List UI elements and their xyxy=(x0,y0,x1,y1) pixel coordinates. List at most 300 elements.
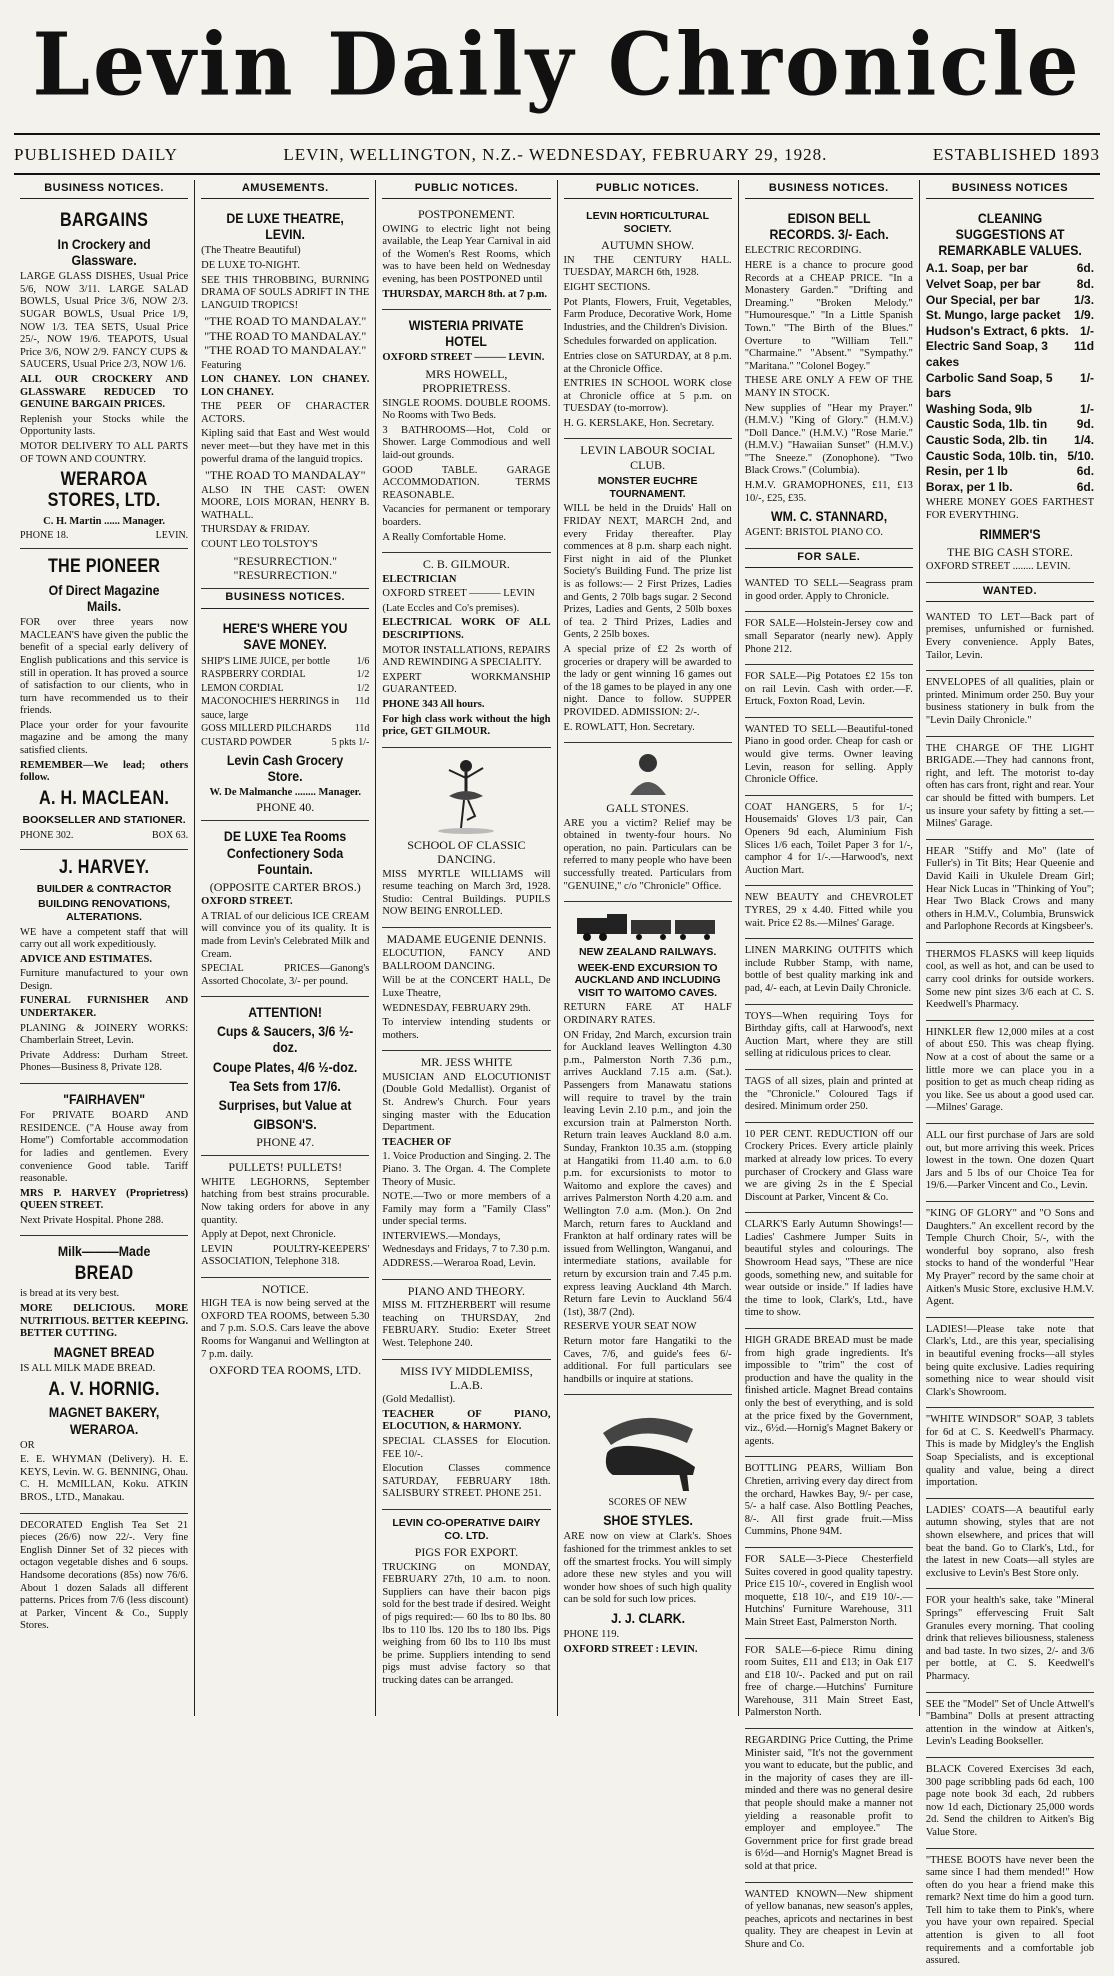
ad-text: AGENT: BRISTOL PIANO CO. xyxy=(744,527,884,539)
column-header: PUBLIC NOTICES. xyxy=(564,180,732,199)
classified-ad xyxy=(926,1318,1094,1409)
ad-text: Elocution Classes commence SATURDAY, FEBRUARY 18th. SALISBURY STREET. PHONE 251. xyxy=(382,1463,551,1500)
ad-headline: Milk———Made xyxy=(57,1243,151,1260)
classified-ad xyxy=(745,939,913,1004)
column-2 xyxy=(195,180,376,1716)
ad-headline: HERE'S WHERE YOU SAVE MONEY. xyxy=(222,619,348,652)
advertiser-name: A. V. HORNIG. xyxy=(48,1378,160,1400)
section-header: FOR SALE. xyxy=(745,549,913,568)
item-name: Electric Sand Soap, 3 cakes xyxy=(925,339,1048,370)
ad-text: HINKLER flew 12,000 miles at a cost of about £50. This was cheap flying. Now at a cost of about the same or a little more we can place you in a position to get as much cheap riding as you like. See us about a good used car.—Milnes' Garage. xyxy=(925,1026,1095,1114)
ad-text: OXFORD STREET ——— LEVIN xyxy=(382,588,535,600)
price-row xyxy=(926,339,1094,370)
item-name: Caustic Soda, 10lb. tin, xyxy=(925,448,1058,463)
price-row xyxy=(201,736,369,750)
advertiser-name: GIBSON'S. xyxy=(253,1115,317,1132)
ad-text: OR xyxy=(20,1439,35,1451)
column-1 xyxy=(14,180,195,1716)
ad-text: TRUCKING on MONDAY, FEBRUARY 27th, 10 a.m. to noon. Suppliers can have their bacon pigs sold for the best trade if desired. Weight of pigs required:— 60 lbs to 80 lbs. 80 lbs to 110 lbs. 120 lbs to 180 lbs. Pigs weighing from 60 lbs to 110 lbs must be prime. Suppliers intending to send pigs must advise factory so that trucking dates can be arranged. xyxy=(382,1561,551,1686)
gall-stones-ad xyxy=(564,743,732,902)
classified-ad xyxy=(745,1883,913,1960)
middlemiss-ad xyxy=(382,1360,550,1511)
ad-text: PHONE 119. xyxy=(563,1629,620,1641)
ad-headline: MAGNET BREAD xyxy=(53,1343,155,1360)
classified-ad xyxy=(745,1729,913,1883)
ad-headline: THE PIONEER xyxy=(47,556,161,578)
ad-subheadline: In Crockery and Glassware. xyxy=(57,236,151,269)
manager-line: C. H. Martin ...... Manager. xyxy=(43,515,165,527)
advertiser-name: A. H. MACLEAN. xyxy=(39,787,170,809)
ad-headline: PULLETS! PULLETS! xyxy=(228,1160,343,1175)
ad-text: THERMOS FLASKS will keep liquids cool, as well as hot, and can be used to carry cool drinks for outside workers. Some new pint sizes 3/6 each at C. S. Keedwell's Pharmacy. xyxy=(925,948,1095,1011)
published-daily: PUBLISHED DAILY xyxy=(14,145,178,164)
classified-ad xyxy=(745,796,913,887)
ad-text: WANTED TO SELL—Beautiful-toned Piano in good order. Cheap for cash or would give terms. Owner leaving Levin, reason for selling. Apply Chronicle Office. xyxy=(744,723,913,786)
price-row xyxy=(926,417,1094,433)
item-name: GOSS MILLERD PILCHARDS xyxy=(201,723,332,735)
ad-text: "WHITE WINDSOR" SOAP, 3 tablets for 6d at C. S. Keedwell's Pharmacy. This is made by Midgley's the English Soap Specialists, and is exceptional quality and value, being a direct importation. xyxy=(925,1414,1095,1489)
ad-text: IN THE CENTURY HALL. TUESDAY, MARCH 6th, 1928. xyxy=(563,254,732,279)
ad-subheadline: WEEK-END EXCURSION TO AUCKLAND AND INCLUDING VISIT TO WAITOMO CAVES. xyxy=(574,961,721,999)
ad-headline: PIANO AND THEORY. xyxy=(407,1283,526,1298)
ad-text: REGARDING Price Cutting, the Prime Minister said, "It's not the government you want to educate, but the public, and in the majority of cases they are ill-minded and there was no general desire that people should make a manner not yielding a reasonable profit to employer and employee." The Government price for first grade bread is 6½d—and Hornig's Magnet Bread is sold at that price. xyxy=(744,1735,913,1872)
clark-shoes-ad xyxy=(564,1395,732,1664)
item-price: 6d. xyxy=(1076,479,1095,494)
ad-text: RESERVE YOUR SEAT NOW xyxy=(563,1321,697,1333)
ad-text: Featuring xyxy=(201,359,242,371)
ad-text: Apply at Depot, next Chronicle. xyxy=(201,1229,336,1241)
ad-line: Tea Sets from 17/6. xyxy=(229,1077,341,1094)
jess-white-ad xyxy=(382,1051,550,1279)
dancer-illustration xyxy=(382,756,550,834)
item-name: Our Special, per bar xyxy=(925,292,1040,307)
price-row xyxy=(201,695,369,722)
item-price: 1/2 xyxy=(356,669,370,681)
item-name: CUSTARD POWDER xyxy=(201,736,292,748)
classified-ad xyxy=(926,1021,1094,1124)
ad-text: REMEMBER—We lead; others follow. xyxy=(20,759,189,784)
grocery-ad xyxy=(201,613,369,822)
ad-text: THURSDAY & FRIDAY. xyxy=(201,524,310,536)
dairy-notice xyxy=(382,1510,550,1696)
ad-headline: LEVIN HORTICULTURAL SOCIETY. xyxy=(586,210,710,235)
ad-text: SEE THIS THROBBING, BURNING DRAMA OF SOULS ADRIFT IN THE LANGUID TROPICS! xyxy=(201,274,370,311)
ad-text: 10 PER CENT. REDUCTION off our Crockery Prices. Every article plainly marked at already low prices. To every purchaser of Crockery and Glass ware we are giving 2s in the £ Special Discount at Parker, Vincent & Co. xyxy=(744,1128,913,1203)
town: LEVIN. xyxy=(155,529,189,541)
item-price: 1/- xyxy=(1080,323,1095,338)
item-name: Resin, per 1 lb xyxy=(925,464,1008,479)
ad-text: Vacancies for permanent or temporary boarders. xyxy=(382,504,551,529)
ad-text: A Really Comfortable Home. xyxy=(382,531,506,543)
column-header: BUSINESS NOTICES xyxy=(926,180,1094,199)
item-name: Borax, per 1 lb. xyxy=(925,479,1013,494)
classified-ad xyxy=(926,840,1094,943)
ad-text: H.M.V. GRAMOPHONES, £11, £13 10/-, £25, £35. xyxy=(744,480,913,504)
ad-headline: CLEANING SUGGESTIONS AT REMARKABLE VALUES. xyxy=(938,210,1082,259)
classified-ad xyxy=(926,943,1094,1021)
ad-text: Pot Plants, Flowers, Fruit, Vegetables, Farm Produce, Decorative Work, Home Industries, and the Children's Division. xyxy=(563,296,732,333)
ad-text: Next Private Hospital. Phone 288. xyxy=(20,1214,164,1226)
item-price: 11d xyxy=(1074,339,1095,354)
ad-text: For PRIVATE BOARD AND RESIDENCE. ("A House away from Home") Comfortable accommodation for ladies and gentlemen. Every convenience Good table. Tariff reasonable. xyxy=(20,1110,189,1185)
ad-text: New supplies of "Hear my Prayer." (H.M.V.) "King of Glory." (H.M.V.) "Doll Dance." (H.M.V.) "Rose Marie." (H.M.V.) "Hawaiian Sunset" (H.M.V.) "The Sneeze." (Zonophone). "Two Black Crows." (Columbia). xyxy=(744,402,913,477)
for-sale-list xyxy=(745,572,913,1959)
ad-headline: MADAME EUGENIE DENNIS. xyxy=(386,931,547,946)
ad-text: ELECTRICIAN xyxy=(382,573,457,585)
classified-ad xyxy=(745,1548,913,1639)
phone: PHONE 47. xyxy=(256,1134,315,1149)
film-title: "THE ROAD TO MANDALAY." xyxy=(204,328,367,343)
ad-text: MRS HOWELL, PROPRIETRESS. xyxy=(422,366,511,396)
ad-text: is bread at its very best. xyxy=(20,1288,120,1300)
dennis-ad xyxy=(382,928,550,1052)
classified-ad xyxy=(926,606,1094,671)
ad-text: ALSO IN THE CAST: OWEN MOORE, LOIS MORAN, HENRY B. WATHALL. xyxy=(201,484,370,521)
item-price: 1/- xyxy=(1080,401,1095,416)
price-row xyxy=(926,433,1094,449)
item-price: 11d xyxy=(354,723,370,735)
ad-text: INTERVIEWS.—Mondays, Wednesdays and Fridays, 7 to 7.30 p.m. xyxy=(382,1230,551,1255)
item-name: Caustic Soda, 2lb. tin xyxy=(925,433,1048,447)
ad-text: SINGLE ROOMS. DOUBLE ROOMS. No Rooms with Two Beds. xyxy=(382,397,551,422)
phone: PHONE 40. xyxy=(256,800,315,815)
ad-text: FOR SALE—6-piece Rimu dining room Suites, £11 and £13; in Oak £17 and £18 10/-. Packed and put on rail free of charge.—Hutchins' Furniture Warehouse, 311 Main Street East, Palmerston North. xyxy=(744,1644,913,1719)
ad-text: NOTE.—Two or more members of a Family may form a "Family Class" under special terms. xyxy=(382,1191,551,1228)
ad-text: WEDNESDAY, FEBRUARY 29th. xyxy=(382,1002,531,1014)
ad-text: "KING OF GLORY" and "O Sons and Daughters." An excellent record by the Temple Church Choir, 5/-, with the wonderful boy soprano, also fresh stocks to hand of the wonderful "Hear My Prayer" record by the same choir at Aitken's Music Store, exclusive H.M.V. Agent. xyxy=(925,1207,1095,1308)
advertiser-address: MAGNET BAKERY, WERAROA. xyxy=(48,1404,160,1437)
ad-text: SCORES OF NEW xyxy=(608,1497,687,1509)
item-name: SHIP'S LIME JUICE, per bottle xyxy=(201,655,330,667)
ad-text: THESE ARE ONLY A FEW OF THE MANY IN STOCK. xyxy=(744,375,913,399)
item-name: MACONOCHIE'S HERRINGS in sauce, large xyxy=(201,696,340,721)
price-row xyxy=(201,682,369,696)
ad-headline: NEW ZEALAND RAILWAYS. xyxy=(578,946,717,959)
ad-text: EIGHT SECTIONS. xyxy=(563,281,651,293)
item-price: 11d xyxy=(354,696,370,708)
ad-headline: NOTICE. xyxy=(261,1281,309,1296)
ad-text: (OPPOSITE CARTER BROS.) xyxy=(209,879,361,894)
ad-headline: DE LUXE THEATRE, LEVIN. xyxy=(226,210,345,243)
harvey-ad xyxy=(20,850,188,1084)
pullets-ad xyxy=(201,1156,369,1278)
classified-ad xyxy=(926,1758,1094,1849)
gibsons-ad xyxy=(201,997,369,1156)
item-name: Washing Soda, 9lb xyxy=(925,401,1033,416)
figure-illustration xyxy=(564,751,732,797)
ad-text: ADVICE AND ESTIMATES. xyxy=(20,953,152,965)
price-row xyxy=(926,308,1094,324)
ad-text: LINEN MARKING OUTFITS which include Rubber Stamp, with name, bottle of best quality marking ink and pad, 4/- each, at Levin Daily Chronicle. xyxy=(744,945,913,994)
ad-text: ADDRESS.—Weraroa Road, Levin. xyxy=(382,1258,536,1270)
ad-text: Schedules forwarded on application. xyxy=(563,336,717,348)
ad-text: ENTRIES IN SCHOOL WORK close at Chronicle office at 5 p.m. on TUESDAY (to-morrow). xyxy=(563,378,732,415)
pioneer-ad xyxy=(20,549,188,850)
ad-text: OXFORD STREET ........ LEVIN. xyxy=(925,561,1071,573)
item-name: A.1. Soap, per bar xyxy=(925,261,1028,276)
film-title: "THE ROAD TO MANDALAY." xyxy=(204,343,367,358)
price-row xyxy=(201,655,369,669)
ad-text: FOR your health's sake, take "Mineral Springs" effervescing Fruit Salt Granules every morning. That cooling drink that relieves biliousness, staleness and bad taste. In two sizes, 2/- and 3/6 per bottle, at C. S. Keedwell's Pharmacy. xyxy=(925,1595,1095,1682)
advertiser-name: J. J. CLARK. xyxy=(610,1609,685,1626)
item-price: 9d. xyxy=(1076,417,1095,432)
film-title: "THE ROAD TO MANDALAY" xyxy=(204,468,366,483)
manager-line: W. De Malmanche ........ Manager. xyxy=(209,787,361,799)
item-price: 6d. xyxy=(1076,261,1095,276)
contact-line xyxy=(20,829,188,843)
ad-text: WANTED TO SELL—Seagrass pram in good order. Apply to Chronicle. xyxy=(744,578,913,602)
advertiser-trade: BOOKSELLER AND STATIONER. xyxy=(22,813,186,826)
ad-text: SPECIAL PRICES—Ganong's Assorted Chocolate, 3/- per pound. xyxy=(201,963,370,987)
ad-headline: LEVIN CO-OPERATIVE DAIRY CO. LTD. xyxy=(392,1517,541,1542)
ad-text: OXFORD STREET ——— LEVIN. xyxy=(382,352,545,364)
item-price: 1/6 xyxy=(356,655,370,667)
price-row xyxy=(926,402,1094,418)
column-header: PUBLIC NOTICES. xyxy=(382,180,550,199)
ad-text: MISS MYRTLE WILLIAMS will resume teaching on March 3rd, 1928. Studio: Central Buildings. PUPILS NOW BEING ENROLLED. xyxy=(382,868,551,918)
ad-text: THE BIG CASH STORE. xyxy=(947,544,1073,559)
ad-subheadline: Of Direct Magazine Mails. xyxy=(48,581,160,615)
price-row xyxy=(201,722,369,736)
item-price: 8d. xyxy=(1076,277,1095,292)
contact-line xyxy=(20,529,188,543)
ballerina-icon xyxy=(431,756,501,834)
ad-text: RETURN FARE AT HALF ORDINARY RATES. xyxy=(563,1002,732,1027)
ad-text: SPECIAL CLASSES for Elocution. FEE 10/-. xyxy=(382,1436,551,1460)
item-name: Hudson's Extract, 6 pkts. xyxy=(925,323,1069,338)
ad-text: TEACHER OF PIANO, ELOCUTION, & HARMONY. xyxy=(382,1408,551,1433)
advertiser-name: OXFORD TEA ROOMS, LTD. xyxy=(209,1363,362,1378)
ad-text: WANTED TO LET—Back part of premises, unfurnished or furnished. Every convenience. Apply Bates, Tailor, Levin. xyxy=(925,611,1095,661)
postponement-notice xyxy=(382,203,550,310)
ad-text: WHITE LEGHORNS, September hatching from best strains procurable. Now taking orders for above in any quantity. xyxy=(201,1176,370,1226)
ad-text: (The Theatre Beautiful) xyxy=(201,245,301,257)
ad-text: THE PEER OF CHARACTER ACTORS. xyxy=(201,401,370,425)
ad-text: MORE DELICIOUS. MORE NUTRITIOUS. BETTER KEEPING. BETTER CUTTING. xyxy=(20,1303,189,1340)
ad-text: HEAR "Stiffy and Mo" (late of Fuller's) in Tit Bits; Hear Queenie and David Kaili in Ukulele Dream Girl; Hear Nick Lucas in "Thinking of You"; Hear Two Black Crows and many others in H.M.V., Columbia, Brunswick and Parlophone Records at Kingsbeer's. xyxy=(925,845,1095,933)
ad-text: THURSDAY, MARCH 8th. at 7 p.m. xyxy=(382,288,547,300)
shoe-icon xyxy=(583,1403,713,1493)
classified-ad xyxy=(926,1202,1094,1318)
ad-text: Place your order for your favourite magazine and be among the many satisfied clients. xyxy=(20,719,189,757)
item-name: RASPBERRY CORDIAL xyxy=(201,669,306,681)
box: BOX 63. xyxy=(152,830,189,842)
columns xyxy=(14,180,1100,1967)
classified-ad xyxy=(745,886,913,939)
ad-text: GOOD TABLE. GARAGE ACCOMMODATION. TERMS REASONABLE. xyxy=(382,464,551,501)
classified-ad xyxy=(926,1849,1094,1976)
advertiser-name: Levin Cash Grocery Store. xyxy=(227,752,344,785)
wanted-list xyxy=(926,606,1094,1976)
ad-text: (Gold Medallist). xyxy=(382,1394,456,1406)
ad-line: Surprises, but Value at xyxy=(218,1096,352,1113)
ad-headline: J. HARVEY. xyxy=(58,856,150,878)
ad-subheadline: BUILDER & CONTRACTOR xyxy=(36,882,172,895)
ad-headline: BREAD xyxy=(74,1262,134,1284)
ad-text: 3 BATHROOMS—Hot, Cold or Shower. Large Commodious and well laid-out grounds. xyxy=(382,424,551,462)
classified-ad xyxy=(745,1213,913,1329)
item-price: 1/3. xyxy=(1074,292,1095,307)
masthead-rule-bottom xyxy=(14,173,1100,175)
dateline-bar xyxy=(14,142,1100,168)
ad-text: Entries close on SATURDAY, at 8 p.m. at the Chronicle Office. xyxy=(563,350,732,375)
ad-text: "THESE BOOTS have never been the same since I had them mended!" How often do you hear a friend make this remark? Next time do him a good turn. Tell him to take them to Pink's, where you have your own repaired. Special attention is given to all foot requirements and a comfortable job assured. xyxy=(925,1854,1095,1967)
ad-text: A TRIAL of our delicious ICE CREAM will convince you of its quality. It is made from Levin's Celebrated Milk and Cream. xyxy=(201,910,370,960)
ad-headline: "FAIRHAVEN" xyxy=(63,1091,146,1108)
classified-ad xyxy=(745,1639,913,1730)
established: ESTABLISHED 1893 xyxy=(932,145,1100,164)
section-header: BUSINESS NOTICES. xyxy=(201,589,369,608)
ad-text: DE LUXE TO-NIGHT. xyxy=(201,259,301,271)
ad-text: TEACHER OF xyxy=(382,1136,452,1148)
price-row xyxy=(926,449,1094,465)
classified-ad xyxy=(926,1589,1094,1692)
ad-text: MOTOR DELIVERY TO ALL PARTS OF TOWN AND COUNTRY. xyxy=(20,440,189,465)
item-price: 1/- xyxy=(1080,370,1095,385)
ad-text: E. ROWLATT, Hon. Secretary. xyxy=(563,721,695,733)
film-title: "RESURRECTION." xyxy=(233,568,337,583)
dateline: LEVIN, WELLINGTON, N.Z.- WEDNESDAY, FEBRUARY 29, 1928. xyxy=(283,145,828,164)
ad-headline: POSTPONEMENT. xyxy=(418,207,515,222)
ad-text: Private Address: Durham Street. Phones—Business 8, Private 128. xyxy=(20,1049,189,1074)
train-illustration xyxy=(564,910,732,942)
ad-text: IS ALL MILK MADE BREAD. xyxy=(20,1362,156,1374)
ad-text: LEVIN POULTRY-KEEPERS' ASSOCIATION, Telephone 318. xyxy=(201,1243,370,1268)
ad-text: FUNERAL FURNISHER AND UNDERTAKER. xyxy=(20,995,189,1020)
ad-text: LARGE GLASS DISHES, Usual Price 5/6, NOW 3/11. LARGE SALAD BOWLS, Usual Price 3/6, NOW 2/3. SUGAR BOWLS, Usual Price 1/9, NOW 1/3. TEA SETS, Usual Price 25/-, NOW 19/6. TEAPOTS, Usual Price 3/6, NOW 2/9. FANCY CUPS & SAUCERS, Usual Price 2/3, NOW 1/6. xyxy=(20,271,189,371)
ad-text: DECORATED English Tea Set 21 pieces (26/6) now 22/-. Very fine English Dinner Set of 32 pieces with octagon vegetable dishes and 6 soups. Handsome decorations (85s) now 76/6. About 1 dozen Salads all different patterns. Prices from 7/6 (less discount) at Parker, Vincent & Co., Supply Stores. xyxy=(20,1519,189,1632)
ad-text: CLARK'S Early Autumn Showings!—Ladies' Cashmere Jumper Suits in beautiful styles and colourings. The Showroom Head says, "These are nice goods, something new, and suitable for wear outside or inside." If ladies have the time to look, Clark's, Ltd., have time to show. xyxy=(744,1219,913,1319)
ad-text: ARE you a victim? Relief may be obtained in twenty-four hours. No operation, no pain. Particulars can be referred to many people who have been successfully treated. Particulars from "GENUINE," c/o "Chronicle" Office. xyxy=(563,817,732,892)
ad-headline: WISTERIA PRIVATE HOTEL xyxy=(409,317,524,350)
ad-headline: ATTENTION! xyxy=(248,1004,323,1021)
ad-headline: MISS IVY MIDDLEMISS, L.A.B. xyxy=(400,1363,533,1392)
section-header: WANTED. xyxy=(926,583,1094,602)
film-title: "THE ROAD TO MANDALAY." xyxy=(204,314,367,329)
ad-text: ELECTRIC RECORDING. xyxy=(744,245,862,257)
ad-text: WHERE MONEY GOES FARTHEST FOR EVERYTHING. xyxy=(925,497,1095,521)
ad-text: Will be at the CONCERT HALL, De Luxe Theatre, xyxy=(382,975,551,1000)
ad-text: COUNT LEO TOLSTOY'S xyxy=(201,539,318,551)
piano-ad xyxy=(382,1280,550,1360)
price-row xyxy=(926,293,1094,309)
ad-text: FOR SALE—Holstein-Jersey cow and small Separator (nearly new). Apply Phone 212. xyxy=(744,618,913,655)
classified-ad xyxy=(745,572,913,612)
item-price: 1/9. xyxy=(1074,308,1095,323)
ad-text: (Late Eccles and Co's premises). xyxy=(382,602,520,614)
ad-text: EXPERT WORKMANSHIP GUARANTEED. xyxy=(382,671,551,696)
ad-text: ALL OUR CROCKERY AND GLASSWARE REDUCED TO GENUINE BARGAIN PRICES. xyxy=(20,374,189,411)
ad-headline: SHOE STYLES. xyxy=(602,1512,693,1529)
bargains-ad xyxy=(20,203,188,549)
ad-headline: SCHOOL OF CLASSIC DANCING. xyxy=(407,837,526,867)
price-list xyxy=(926,261,1094,495)
classified-ad xyxy=(745,1329,913,1457)
ad-text: LADIES' COATS—A beautiful early autumn showing, styles that are not shown elsewhere, and prices that will beat the band. Go to Clark's, Ltd., for the latest in new Coats—all styles are exclusive to Levin's Best Store only. xyxy=(925,1504,1095,1579)
ad-text: Kipling said that East and West would never meet—but they have met in this powerful drama of the languid tropics. xyxy=(201,428,370,465)
ad-text: COAT HANGERS, 5 for 1/-; Housemaids' Gloves 1/3 pair, Can Openers 9d each, Aluminium Fish Slices 1/6 each, Toilet Paper 3 for 1/-, camphor 4 for 1/-.—Harwood's, next Auction Mart. xyxy=(744,801,913,876)
column-5 xyxy=(739,180,920,1950)
ad-text: ON Friday, 2nd March, excursion train for Auckland leaves Wellington 4.30 p.m., Palmerston North 7.36 p.m., arrives Auckland 7.15 a.m. (Sat.). Passengers from Manawatu stations will require to travel by the train leaving Levin 2.10 p.m., and join the excursion train at Palmerston North. Return train leaves Auckland 8.0 a.m. Sunday, Frankton 10.35 a.m. (stopping at Hangatiki from 11.40 a.m. to 6.0 p.m. for excursionists to motor to Waitomo and explore the caves) and arrives Palmerston North 4.20 a.m. and Wellington 7.0 a.m. (Mon.). On 2nd March, return fares to Auckland and Frankton at half ordinary rates will be issued from Wellington, Wanganui, and intermediate stations, available for return by excursion train and 7.45 p.m. express leaving Auckland 4th March. Return fare Levin to Auckland 56/4 (1st), 38/7 (2nd). xyxy=(563,1029,732,1318)
ad-text: ENVELOPES of all qualities, plain or printed. Minimum order 250. Buy your business stationery in bulk from the "Levin Daily Chronicle." xyxy=(925,677,1095,726)
classified-ad xyxy=(745,1123,913,1214)
rimmers-ad xyxy=(926,203,1094,582)
price-row xyxy=(926,371,1094,402)
column-header: BUSINESS NOTICES. xyxy=(745,180,913,199)
classified-ad xyxy=(745,1070,913,1123)
notice-ad xyxy=(201,1278,369,1384)
column-header: BUSINESS NOTICES. xyxy=(20,180,188,199)
ad-text: To interview intending students or mothers. xyxy=(382,1017,551,1041)
deluxe-theatre-ad xyxy=(201,203,369,589)
ad-subheadline: BUILDING RENOVATIONS, ALTERATIONS. xyxy=(38,898,171,923)
item-price: 6d. xyxy=(1076,464,1095,479)
ad-text: A special prize of £2 2s worth of groceries or drapery will be awarded to the lady or gent winning 16 games out of the 18 games to be played in any one night. Dance to follow. SUPPER PROVIDED. ADMISSION: 2/-. xyxy=(563,643,732,718)
advertiser-name: WM. C. STANNARD, xyxy=(770,508,887,525)
classified-ad xyxy=(745,718,913,796)
ad-text: FOR over three years now MACLEAN'S have given the public the benefit of a special early delivery of English publications and this service is still in operation. It has proved a source of satisfaction to our clients, who in turn have recommended us to their friends. xyxy=(20,617,189,717)
ad-text: Return motor fare Hangatiki to the Caves, 7/6, and guide's fees 6/- additional. For full particulars see handbills or inquire at stations. xyxy=(563,1335,732,1385)
ad-headline: EDISON BELL RECORDS. 3/- Each. xyxy=(769,210,889,243)
classified-ad xyxy=(926,1408,1094,1499)
ad-text: LON CHANEY. LON CHANEY. LON CHANEY. xyxy=(201,374,370,398)
ad-text: E. E. WHYMAN (Delivery). H. E. KEYS, Levin. W. G. BENNING, Ohau. C. H. McMILLAN, Koku. ATKIN BROS., LTD., Manakau. xyxy=(20,1454,189,1503)
ad-text: LADIES!—Please take note that Clark's, Ltd., are this year, specialising in beautiful evening frocks—all styles being quite exclusive. Ladies requiring something nice to wear should visit Clark's Showroom. xyxy=(925,1323,1095,1398)
ad-text: ELECTRICAL WORK OF ALL DESCRIPTIONS. xyxy=(382,617,551,641)
train-icon xyxy=(573,910,723,942)
ad-text: HERE is a chance to procure good Records at a CHEAP PRICE. "In a Monastery Garden." "Drifting and Dreaming." "Broken Melody." "Humouresque." "In a Little Spanish Town." "The Birth of the Blues." Overture to "William Tell." "Charmaine." "Absent." "Sympathy." "Maritana." "Colonel Bogey." xyxy=(744,259,913,372)
column-3 xyxy=(376,180,557,1716)
ad-text: Furniture manufactured to your own Design. xyxy=(20,968,189,992)
phone: PHONE 18. xyxy=(20,529,69,541)
ad-headline: BARGAINS xyxy=(59,210,149,232)
item-name: Velvet Soap, per bar xyxy=(925,277,1041,292)
ad-line: Coupe Plates, 4/6 ½-doz. xyxy=(213,1058,358,1075)
ad-text: ARE now on view at Clark's. Shoes fashioned for the trimmest ankles to set off the smartest frocks. You will simply adore these new styles and you will wonder how shoes of such high quality can be sold for such low prices. xyxy=(563,1531,732,1606)
masthead-rule-top xyxy=(14,133,1100,135)
newspaper-title: Levin Daily Chronicle xyxy=(32,14,1082,116)
fairhaven-ad xyxy=(20,1084,188,1236)
ad-headline: GALL STONES. xyxy=(606,801,689,816)
item-name: Caustic Soda, 1lb. tin xyxy=(925,417,1048,432)
ad-text: HIGH TEA is now being served at the OXFORD TEA ROOMS, between 5.30 and 7 p.m. S.O.S. Cars leave the above Rooms for Wanganui and Wellington at 7 p.m. daily. xyxy=(201,1298,370,1360)
tearooms-ad xyxy=(201,821,369,997)
ad-headline: LEVIN LABOUR SOCIAL CLUB. xyxy=(580,443,715,472)
ad-headline: DE LUXE Tea Rooms Confectionery Soda Fountain. xyxy=(224,828,347,877)
ad-text: TAGS of all sizes, plain and printed at the "Chronicle." Coloured Tags if desired. Minimum order 250. xyxy=(744,1075,913,1113)
classified-ad xyxy=(926,1124,1094,1202)
item-name: LEMON CORDIAL xyxy=(201,682,284,694)
ad-text: MRS P. HARVEY (Proprietress) QUEEN STREET. xyxy=(20,1187,189,1212)
item-price: 5/10. xyxy=(1067,448,1095,463)
item-price: 1/2 xyxy=(356,682,370,694)
advertiser-name: WERAROA STORES, LTD. xyxy=(47,469,161,512)
ad-line: Cups & Saucers, 3/6 ½-doz. xyxy=(217,1023,354,1056)
classified-ad xyxy=(926,737,1094,840)
shoe-illustration xyxy=(564,1403,732,1493)
ad-text: OXFORD STREET. xyxy=(201,896,293,908)
price-row xyxy=(926,277,1094,293)
column-4 xyxy=(558,180,739,1716)
ad-text: ELOCUTION, FANCY AND BALLROOM DANCING. xyxy=(382,948,551,972)
ad-text: FOR SALE—Pig Potatoes £2 15s ton on rail Levin. Cash with order.—F. Ertuck, Foxton Road, Levin. xyxy=(744,671,913,708)
decorated-ad xyxy=(20,1514,188,1641)
classified-ad xyxy=(745,1005,913,1070)
ad-text: FOR SALE—3-Piece Chesterfield Suites covered in good quality tapestry. Price £15 10/-, covered in English wool moquette, £18 10/-, and £19 10/-.—Hutchins' Furniture Warehouse, 311 Main Street East, Palmerston North. xyxy=(744,1553,913,1628)
railways-notice xyxy=(564,902,732,1395)
ad-text: MISS M. FITZHERBERT will resume teaching on THURSDAY, 2nd FEBRUARY. Studio: Exeter Street West. Telephone 240. xyxy=(382,1300,551,1349)
ad-text: ALL our first purchase of Jars are sold out, but more arriving this week. Prices lowest in the town. One dozen Quart Jars and 5 lbs of our Choice Tea for 19/6.—Parker Vincent and Co., Levin. xyxy=(925,1130,1095,1192)
